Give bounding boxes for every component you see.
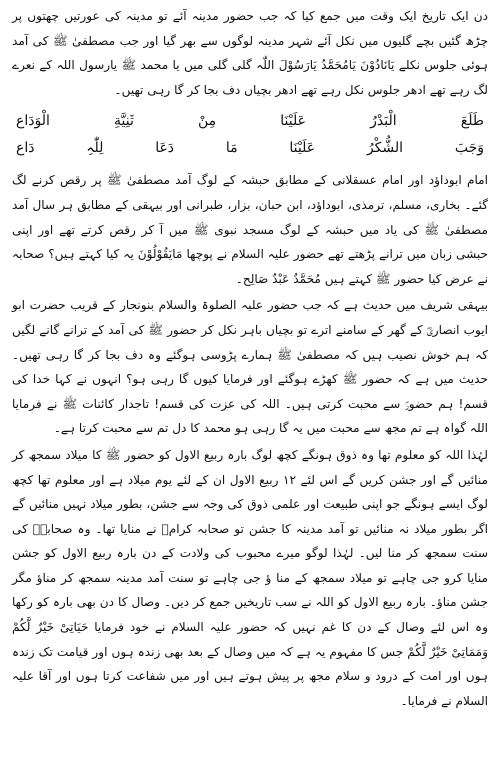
paragraph-bayhaqi: بیہقی شریف میں حدیث ہے کہ جب حضور علیہ الصلوۃ والسلام بنونجار کے قریب حضرت ابو ایوب انصاریؓ کے گھر کے سامنے اترے تو بچیاں باہر نکل کر حضور ﷺ کی آمد کے ترانے گانے لگیں کہ ہم خوش نصیب ہیں کہ مصطفیٰ ﷺ ہمارے پڑوسی ہوگئے وہ دف بجا کر گا رہی تھیں۔ حدیث میں ہے کہ حضور ﷺ کھڑے ہوگئے اور فرمایا کیوں گا رہی ہو؟ انہوں نے کہا خدا کی قسم! ہم حضورؐ سے محبت کرتی ہیں۔ اللہ کی عزت کی قسم! تاجدار کائنات ﷺ نے فرمایا اللہ گواہ ہے تم مجھ سے محبت میں یہ گا رہی ہو محمد کا دل تم سے محبت کرتا ہے۔ [12,298,488,436]
paragraph-rabi-ul-awwal: لہٰذا اللہ کو معلوم تھا وہ ذوق ہونگے کچھ لوگ بارہ ربیع الاول کو حضور ﷺ کا میلاد سمجھ کر منائیں گے اور جشن کریں گے اس لئے ۱۲ ربیع الاول ان کے لئے یوم میلاد ہے اور معلوم تھا کچھ لوگ ایسے ہونگے جو اپنی طبیعت اور علمی ذوق کی وجہ سے جشن، بطور میلاد نہیں منائیں گے اگر بطور میلاد نہ منائیں تو آمد مدینہ کا جشن تو صحابہ کرامؓ نے منایا تھا۔ وہ صحابہؓ کی سنت سمجھ کر منا لیں۔ لہٰذا لوگو میرے محبوب کی ولادت کے دن بارہ ربیع الاول کو جشن منایا کرو جی چاہے تو میلاد سمجھ کے منا ؤ جی چاہے تو سنت آمد مدینہ سمجھ کر مناؤ مگر جشن مناؤ۔ بارہ ربیع الاول کو اللہ نے سب تاریخیں جمع کر دیں۔ وصال کا دن بھی بارہ کو رکھا وہ اس لئے وصال کے دن کا غم نہیں کہ حضور علیہ السلام نے خود فرمایا حَیَاتِیْ خَیْرٌ لَّکُمْ وَمَمَاتِیْ خَیْرٌ لَّکُمْ جس کا مفہوم یہ ہے کہ میں وصال کے بعد بھی زندہ ہوں اور قیامت تک زندہ ہوں اور امت کے درود و سلام مجھ پر پیش ہوتے ہیں اور میں شفاعت کرتا ہوں اور آقا علیہ السلام نے فرمایا۔ [12,447,488,708]
verse-line-2: وَجَبَ الشُّکْرُ عَلَیْنَا مَا دَعَا لِلّٰہِ دَاع [16,140,484,157]
paragraph-madina-arrival: دن ایک تاریخ ایک وقت میں جمع کیا کہ جب حضور مدینہ آئے تو مدینہ کی عورتیں چھتوں پر چڑھ گئیں بچے گلیوں میں نکل آئے شہر مدینہ لوگوں سے بھر گیا اور جب مصطفیٰ ﷺ کی آمد ہوئی جلوس نکلے یَانَادُوْنَ یَامُحَمَّدُ یَارَسُوْلَ اللّٰہ گلی گلی میں یا محمد ﷺ یارسول اللہ کے نعرے لگ رہے تھے ادھر جلوس نکل رہے تھے ادھر بچیاں دف بجا کر گا رہی تھیں۔ [12,9,488,97]
paragraph-habsha: امام ابوداؤد اور امام عسقلانی کے مطابق حبشہ کے لوگ آمد مصطفیٰ ﷺ پر رقص کرنے لگ گئے۔ بخاری، مسلم، ترمذی، ابوداؤد، ابن حبان، بزار، طبرانی اور بیہقی کے مطابق ہر سال آمد مصطفیٰ ﷺ کی یاد میں حبشہ کے لوگ مسجد نبوی ﷺ میں آ کر رقص کرتے تھے اور اپنی حبشی زبان میں ترانے پڑھتے تھے حضور علیہ السلام نے پوچھا مَایَقُوْلُوْنَ یہ کیا کہتے ہیں؟ صحابہ نے عرض کیا حضور ﷺ کہتے ہیں مُحَمَّدٌ عَبْدٌ صَالِح۔ [12,173,488,286]
arabic-verse [12,108,488,162]
verse-line-1: طَلَعَ الْبَدْرُ عَلَیْنَا مِنْ ثَنِیَّةِ الْوَدَاع [16,113,484,130]
